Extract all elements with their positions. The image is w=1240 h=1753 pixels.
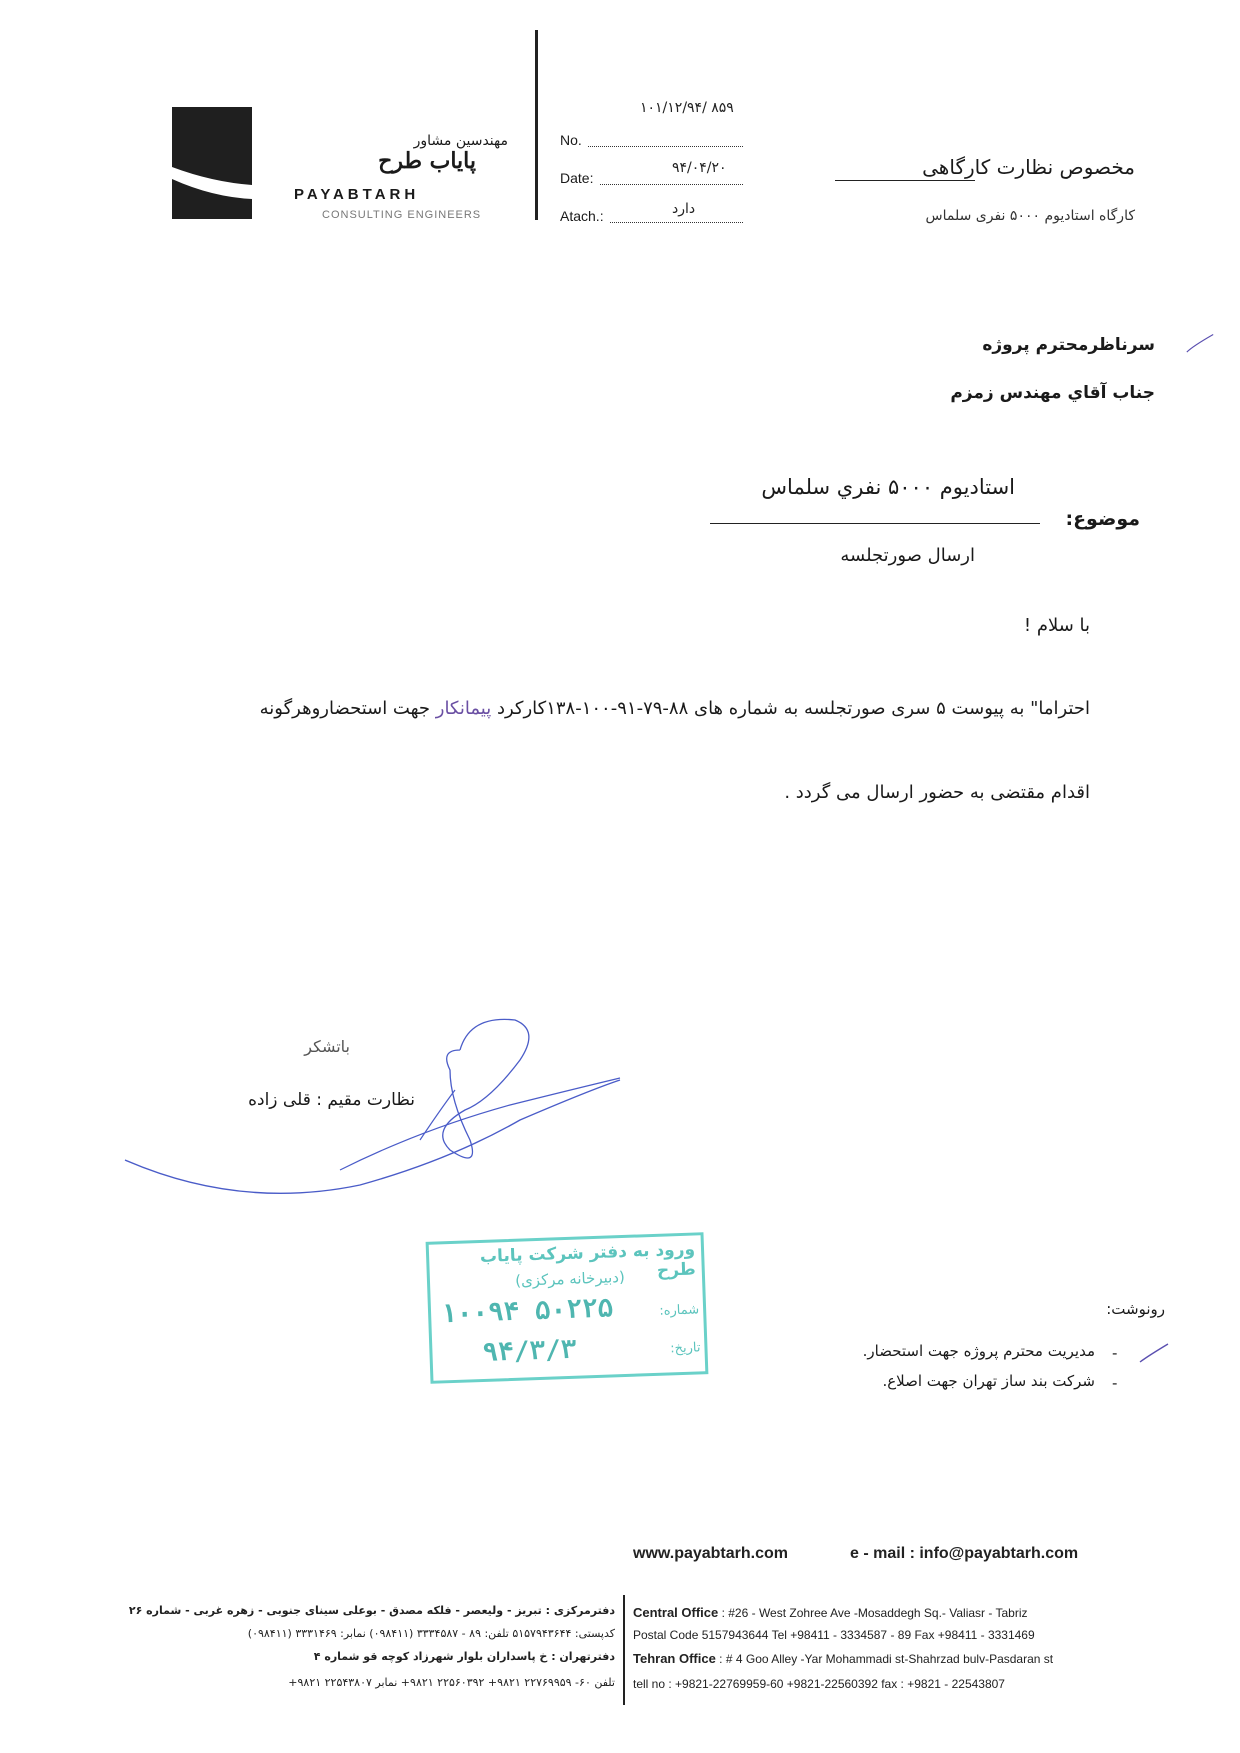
closing-thanks: باتشکر (304, 1037, 350, 1056)
body-line-1-accent: پیمانکار (435, 698, 492, 719)
subject-underline (710, 523, 1040, 524)
logo-persian-name: پایاب طرح (378, 148, 476, 174)
cc-check-icon (1138, 1342, 1170, 1366)
company-logo (172, 107, 252, 219)
footer-tehran-office (633, 1651, 1053, 1666)
logo-english-name: PAYABTARH (294, 186, 420, 203)
stamp-number-row (441, 1290, 700, 1335)
date-field (560, 160, 760, 187)
stamp-date-row (442, 1330, 701, 1375)
header-right-subtitle: کارگاه استادیوم ۵۰۰۰ نفری سلماس (925, 208, 1135, 224)
stamp-date-value: ۹۴/۳/۳ (481, 1334, 577, 1368)
subject-main: استاديوم ۵۰۰۰ نفري سلماس (761, 475, 1015, 499)
attach-value: دارد (672, 201, 696, 217)
subject-label: موضوع: (1065, 508, 1140, 530)
reference-number: ۱۰۱/۱۲/۹۴/ ۸۵۹ (640, 100, 734, 116)
cc-item-2: شرکت بند ساز تهران جهت اصلاع. (882, 1372, 1095, 1390)
greeting: با سلام ! (1023, 615, 1090, 636)
recipient-title: سرناظرمحترم پروژه (982, 335, 1155, 355)
tehran-office-address: : # 4 Goo Alley -Yar Mohammadi st-Shahrzad bulv-Pasdaran st (715, 1652, 1054, 1666)
attach-field (560, 201, 760, 225)
stamp-title: ورود به دفتر شرکت پایاب طرح (479, 1239, 697, 1281)
footer-tehran-contact: tell no : +9821-22769959-60 +9821-22560392 fax : +9821 - 22543807 (633, 1677, 1005, 1691)
footer-central-office (633, 1605, 1028, 1620)
footer-fa-tehran-office: دفترتهران : خ پاسداران بلوار شهرزاد کوچه قو شماره ۴ (313, 1650, 615, 1663)
no-field (560, 130, 760, 149)
central-office-address: : #26 - West Zohree Ave -Mosaddegh Sq.- Valiasr - Tabriz (718, 1606, 1028, 1620)
footer-central-contact: Postal Code 5157943644 Tel +98411 - 3334587 - 89 Fax +98411 - 3331469 (633, 1628, 1035, 1642)
tehran-office-label: Tehran Office (633, 1651, 716, 1666)
no-line (588, 133, 743, 147)
body-line-2: اقدام مقتضی به حضور ارسال می گردد . (784, 782, 1090, 803)
footer-divider (623, 1595, 625, 1705)
subject-sub: ارسال صورتجلسه (840, 545, 975, 566)
footer-email: e - mail : info@payabtarh.com (850, 1545, 1079, 1562)
stamp-subtitle: (دبیرخانه مرکزی) (514, 1267, 626, 1290)
header-right-title: مخصوص نظارت کارگاهی (922, 155, 1135, 179)
check-mark-icon (1180, 333, 1220, 355)
date-value: ۹۴/۰۴/۲۰ (672, 160, 727, 176)
footer-fa-tehran-contact: تلفن ۶۰- ۲۲۷۶۹۹۵۹ ۹۸۲۱+ ۲۲۵۶۰۳۹۲ ۹۸۲۱+ نمابر ۲۲۵۴۳۸۰۷ ۹۸۲۱+ (288, 1676, 615, 1689)
cc-item-1: مدیریت محترم پروژه جهت استحضار. (862, 1342, 1095, 1360)
attach-label: Atach.: (560, 208, 604, 224)
footer-fa-central-contact: کدپستی: ۵۱۵۷۹۴۳۶۴۴ تلفن: ۸۹ - ۳۳۳۴۵۸۷ (۰۹۸۴۱۱) نمابر: ۳۳۳۱۴۶۹ (۰۹۸۴۱۱) (247, 1627, 615, 1640)
body-line-1 (110, 698, 1090, 719)
body-line-1-end: جهت استحضاروهرگونه (259, 698, 436, 719)
footer-website: www.payabtarh.com (633, 1545, 788, 1562)
recipient-name: جناب آقاي مهندس زمزم (950, 383, 1155, 403)
cc-dash-1: - (1112, 1344, 1118, 1362)
central-office-label: Central Office (633, 1605, 719, 1620)
cc-dash-2: - (1112, 1374, 1118, 1392)
logo-persian-subtitle: مهندسین مشاور (413, 133, 508, 149)
receipt-stamp (426, 1232, 709, 1384)
signature-icon (120, 1010, 640, 1210)
logo-mark-icon (172, 107, 252, 219)
logo-english-subtitle: CONSULTING ENGINEERS (322, 209, 482, 221)
stamp-number-label: شماره: (659, 1302, 700, 1319)
stamp-number-value: ۱۰۰۹۴ ۵۰۲۲۵ (440, 1293, 614, 1330)
header-divider (535, 30, 538, 220)
date-label: Date: (560, 170, 594, 186)
footer-fa-central-office: دفترمرکزی : تبریز - ولیعصر - فلکه مصدق - بوعلی سینای جنوبی - زهره غربی - شماره ۲۶ (128, 1604, 615, 1617)
signer-name: نظارت مقیم : قلی زاده (248, 1090, 415, 1110)
header-right-underline (835, 180, 975, 181)
cc-title: رونوشت: (1106, 1300, 1165, 1318)
no-label: No. (560, 132, 582, 148)
stamp-date-label: تاریخ: (669, 1340, 701, 1357)
body-line-1-start: احتراما" به پیوست ۵ سری صورتجلسه به شماره های ۸۸-۷۹-۹۱-۱۰۰-۱۳۸کارکرد (491, 698, 1090, 719)
